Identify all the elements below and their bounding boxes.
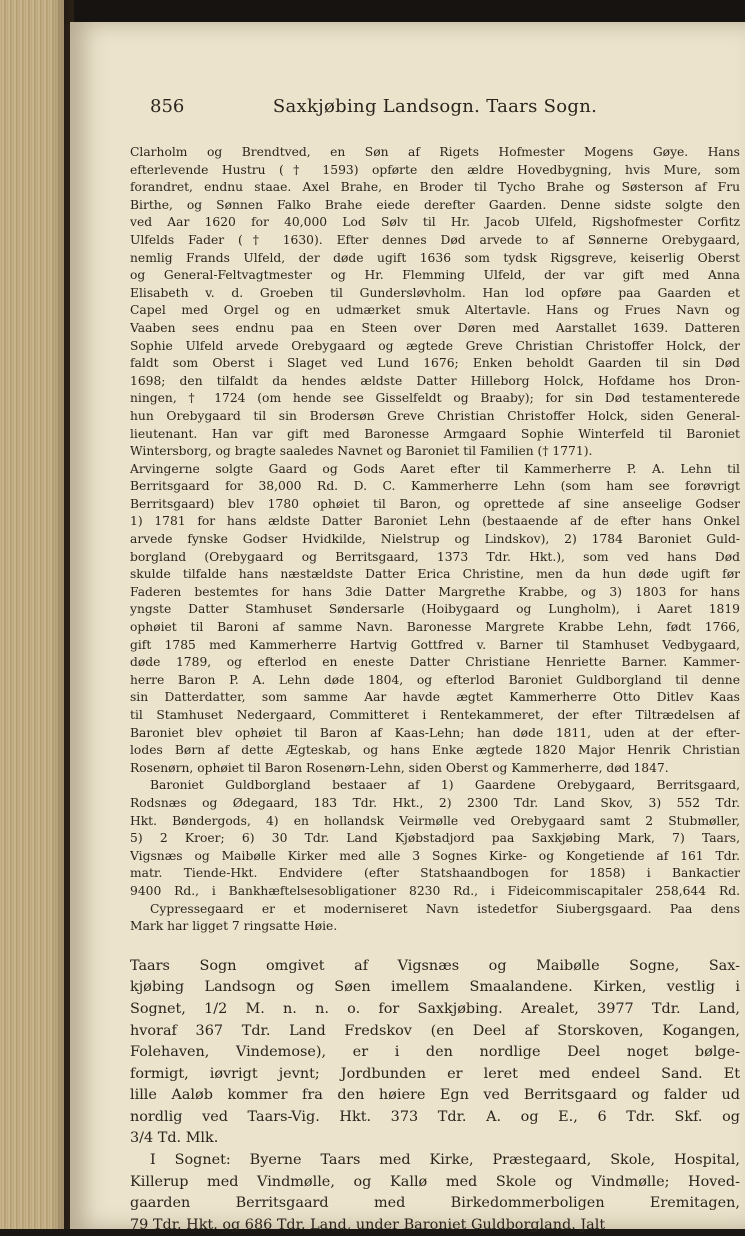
text-line: Taars Sogn omgivet af Vigsnæs og Maibølle Sogne, Sax-: [130, 957, 740, 974]
text-line: Baroniet blev ophøiet til Baron af Kaas-Lehn; han døde 1811, uden at der efter-: [130, 725, 740, 740]
text-line: Baroniet Guldborgland bestaaer af 1) Gaardene Orebygaard, Berritsgaard,: [150, 778, 740, 793]
text-line: ophøiet til Baroni af samme Navn. Baronesse Margrete Krabbe Lehn, født 1766,: [130, 620, 740, 635]
text-line: Berritsgaard for 38,000 Rd. D. C. Kammerherre Lehn (som ham see forøvrigt: [130, 479, 740, 494]
text-line: hvoraf 367 Tdr. Land Fredskov (en Deel af Storskoven, Kogangen,: [130, 1022, 740, 1039]
text-line: forandret, endnu staae. Axel Brahe, en Broder til Tycho Brahe og Søsterson af Fru: [130, 180, 740, 195]
main-text-block: [130, 956, 740, 1236]
text-line: døde 1789, og efterlod en eneste Datter Christiane Henriette Barner. Kammer-: [130, 655, 740, 670]
text-line: Elisabeth v. d. Groeben til Gundersløvholm. Han lod opføre paa Gaarden et: [130, 285, 740, 300]
small-text-block: [130, 144, 740, 936]
text-line: 5) 2 Kroer; 6) 30 Tdr. Land Kjøbstadjord paa Saxkjøbing Mark, 7) Taars,: [130, 831, 740, 846]
text-line: lodes Børn af dette Ægteskab, og hans Enke ægtede 1820 Major Henrik Christian: [130, 743, 740, 758]
text-line: Rosenørn, ophøiet til Baron Rosenørn-Lehn, siden Oberst og Kammerherre, død 1847.: [130, 760, 669, 775]
text-line: Sophie Ulfeld arvede Orebygaard og ægtede Greve Christian Christoffer Holck, der: [130, 338, 740, 353]
text-line: skulde tilfalde hans næstældste Datter Erica Christine, men da hun døde ugift før: [130, 567, 740, 582]
text-line: Vaaben sees endnu paa en Steen over Døren med Aarstallet 1639. Datteren: [130, 320, 740, 335]
text-line: Cypressegaard er et moderniseret Navn istedetfor Siubergsgaard. Paa dens: [150, 901, 740, 916]
running-head: Saxkjøbing Landsogn. Taars Sogn.: [272, 96, 598, 117]
text-line: 3/4 Td. Mlk.: [130, 1130, 219, 1147]
text-line: Berritsgaard) blev 1780 ophøiet til Baron, og oprettede af sine anseelige Godser: [130, 496, 740, 511]
text-line: gaarden Berritsgaard med Birkedommerboligen Eremitagen,: [130, 1195, 740, 1212]
text-line: ningen, † 1724 (om hende see Gisselfeldt og Braaby); for sin Død testamenterede: [130, 391, 740, 406]
text-line: Rodsnæs og Ødegaard, 183 Tdr. Hkt., 2) 2300 Tdr. Land Skov, 3) 552 Tdr.: [130, 795, 740, 810]
text-line: 1698; den tilfaldt da hendes ældste Datter Hilleborg Holck, Hofdame hos Dron-: [130, 373, 740, 388]
text-line: faldt som Oberst i Slaget ved Lund 1676; Enken beholdt Gaarden til sin Død: [130, 356, 740, 371]
text-line: lieutenant. Han var gift med Baronesse Armgaard Sophie Winterfeld til Baroniet: [130, 426, 740, 441]
text-line: Folehaven, Vindemose), er i den nordlige Deel noget bølge-: [130, 1044, 740, 1061]
text-line: ved Aar 1620 for 40,000 Lod Sølv til Hr. Jacob Ulfeld, Rigshofmester Corfitz: [130, 215, 740, 230]
text-line: matr. Tiende-Hkt. Endvidere (efter Statshaandbogen for 1858) i Bankactier: [130, 866, 740, 881]
text-line: 1) 1781 for hans ældste Datter Baroniet Lehn (bestaaende af de efter hans Onkel: [130, 514, 740, 529]
text-line: hun Orebygaard til sin Brodersøn Greve Christian Christoffer Holck, siden General-: [130, 408, 740, 423]
text-line: nemlig Frands Ulfeld, der døde ugift 1636 som tydsk Rigsgreve, keiserlig Oberst: [130, 250, 740, 265]
text-line: Clarholm og Brendtved, en Søn af Rigets Hofmester Mogens Gøye. Hans: [130, 145, 740, 159]
page-header: [130, 96, 740, 122]
text-line: Birthe, og Sønnen Falko Brahe eiede derefter Gaarden. Denne sidste solgte den: [130, 197, 740, 212]
page-content: [130, 96, 740, 1236]
text-line: Arvingerne solgte Gaard og Gods Aaret efter til Kammerherre P. A. Lehn til: [130, 461, 740, 476]
text-line: og General-Feltvagtmester og Hr. Flemming Ulfeld, der var gift med Anna: [130, 268, 740, 283]
section-gap: [130, 936, 740, 956]
text-line: Faderen bestemtes for hans 3die Datter Margrethe Krabbe, og 3) 1803 for hans: [130, 584, 740, 599]
text-line: sin Datterdatter, som samme Aar havde ægtet Kammerherre Otto Ditlev Kaas: [130, 690, 740, 705]
text-line: lille Aaløb kommer fra den høiere Egn ved Berritsgaard og falder ud: [130, 1087, 740, 1104]
text-line: I Sognet: Byerne Taars med Kirke, Præstegaard, Skole, Hospital,: [150, 1152, 740, 1169]
text-line: herre Baron P. A. Lehn døde 1804, og efterlod Baroniet Guldborgland til denne: [130, 672, 740, 687]
text-line: 79 Tdr. Hkt. og 686 Tdr. Land, under Baroniet Guldborgland. Jalt: [130, 1216, 606, 1233]
text-line: kjøbing Landsogn og Søen imellem Smaalandene. Kirken, vestlig i: [130, 979, 740, 996]
book-page: [70, 22, 745, 1233]
text-line: Wintersborg, og bragte saaledes Navnet og Baroniet til Familien († 1771).: [130, 444, 593, 459]
text-line: til Stamhuset Nedergaard, Committeret i Rentekammeret, der efter Tiltrædelsen af: [130, 708, 740, 722]
top-border: [0, 0, 745, 24]
text-line: yngste Datter Stamhuset Søndersarle (Hoibygaard og Lungholm), i Aaret 1819: [130, 602, 740, 617]
text-line: Capel med Orgel og en udmærket smuk Altertavle. Hans og Frues Navn og: [130, 303, 740, 318]
text-line: gift 1785 med Kammerherre Hartvig Gottfred v. Barner til Stamhuset Vedbygaard,: [130, 637, 740, 652]
text-line: Vigsnæs og Maibølle Kirker med alle 3 Sognes Kirke- og Kongetiende af 161 Tdr.: [130, 848, 740, 863]
text-line: Hkt. Bøndergods, 4) en hollandsk Veirmølle ved Orebygaard samt 2 Stubmøller,: [130, 813, 740, 828]
text-line: Ulfelds Fader († 1630). Efter dennes Død arvede to af Sønnerne Orebygaard,: [130, 232, 740, 247]
text-line: 9400 Rd., i Bankhæftelsesobligationer 8230 Rd., i Fideicommiscapitaler 258,644 Rd.: [130, 883, 740, 898]
text-line: Killerup med Vindmølle, og Kallø med Skole og Vindmølle; Hoved-: [130, 1173, 740, 1190]
text-line: efterlevende Hustru († 1593) opførte den ældre Hovedbygning, hvis Mure, som: [130, 162, 740, 177]
page-number: 856: [150, 96, 185, 117]
text-line: formigt, iøvrigt jevnt; Jordbunden er leret med endeel Sand. Et: [130, 1065, 740, 1082]
text-line: Mark har ligget 7 ringsatte Høie.: [130, 919, 338, 934]
text-line: borgland (Orebygaard og Berritsgaard, 1373 Tdr. Hkt.), som ved hans Død: [130, 549, 740, 564]
text-line: nordlig ved Taars-Vig. Hkt. 373 Tdr. A. og E., 6 Tdr. Skf. og: [130, 1108, 740, 1125]
text-line: Sognet, 1/2 M. n. n. o. for Saxkjøbing. Arealet, 3977 Tdr. Land,: [130, 1000, 740, 1017]
text-line: arvede fynske Godser Hvidkilde, Nielstrup og Lindskov), 2) 1784 Baroniet Guld-: [130, 532, 740, 547]
